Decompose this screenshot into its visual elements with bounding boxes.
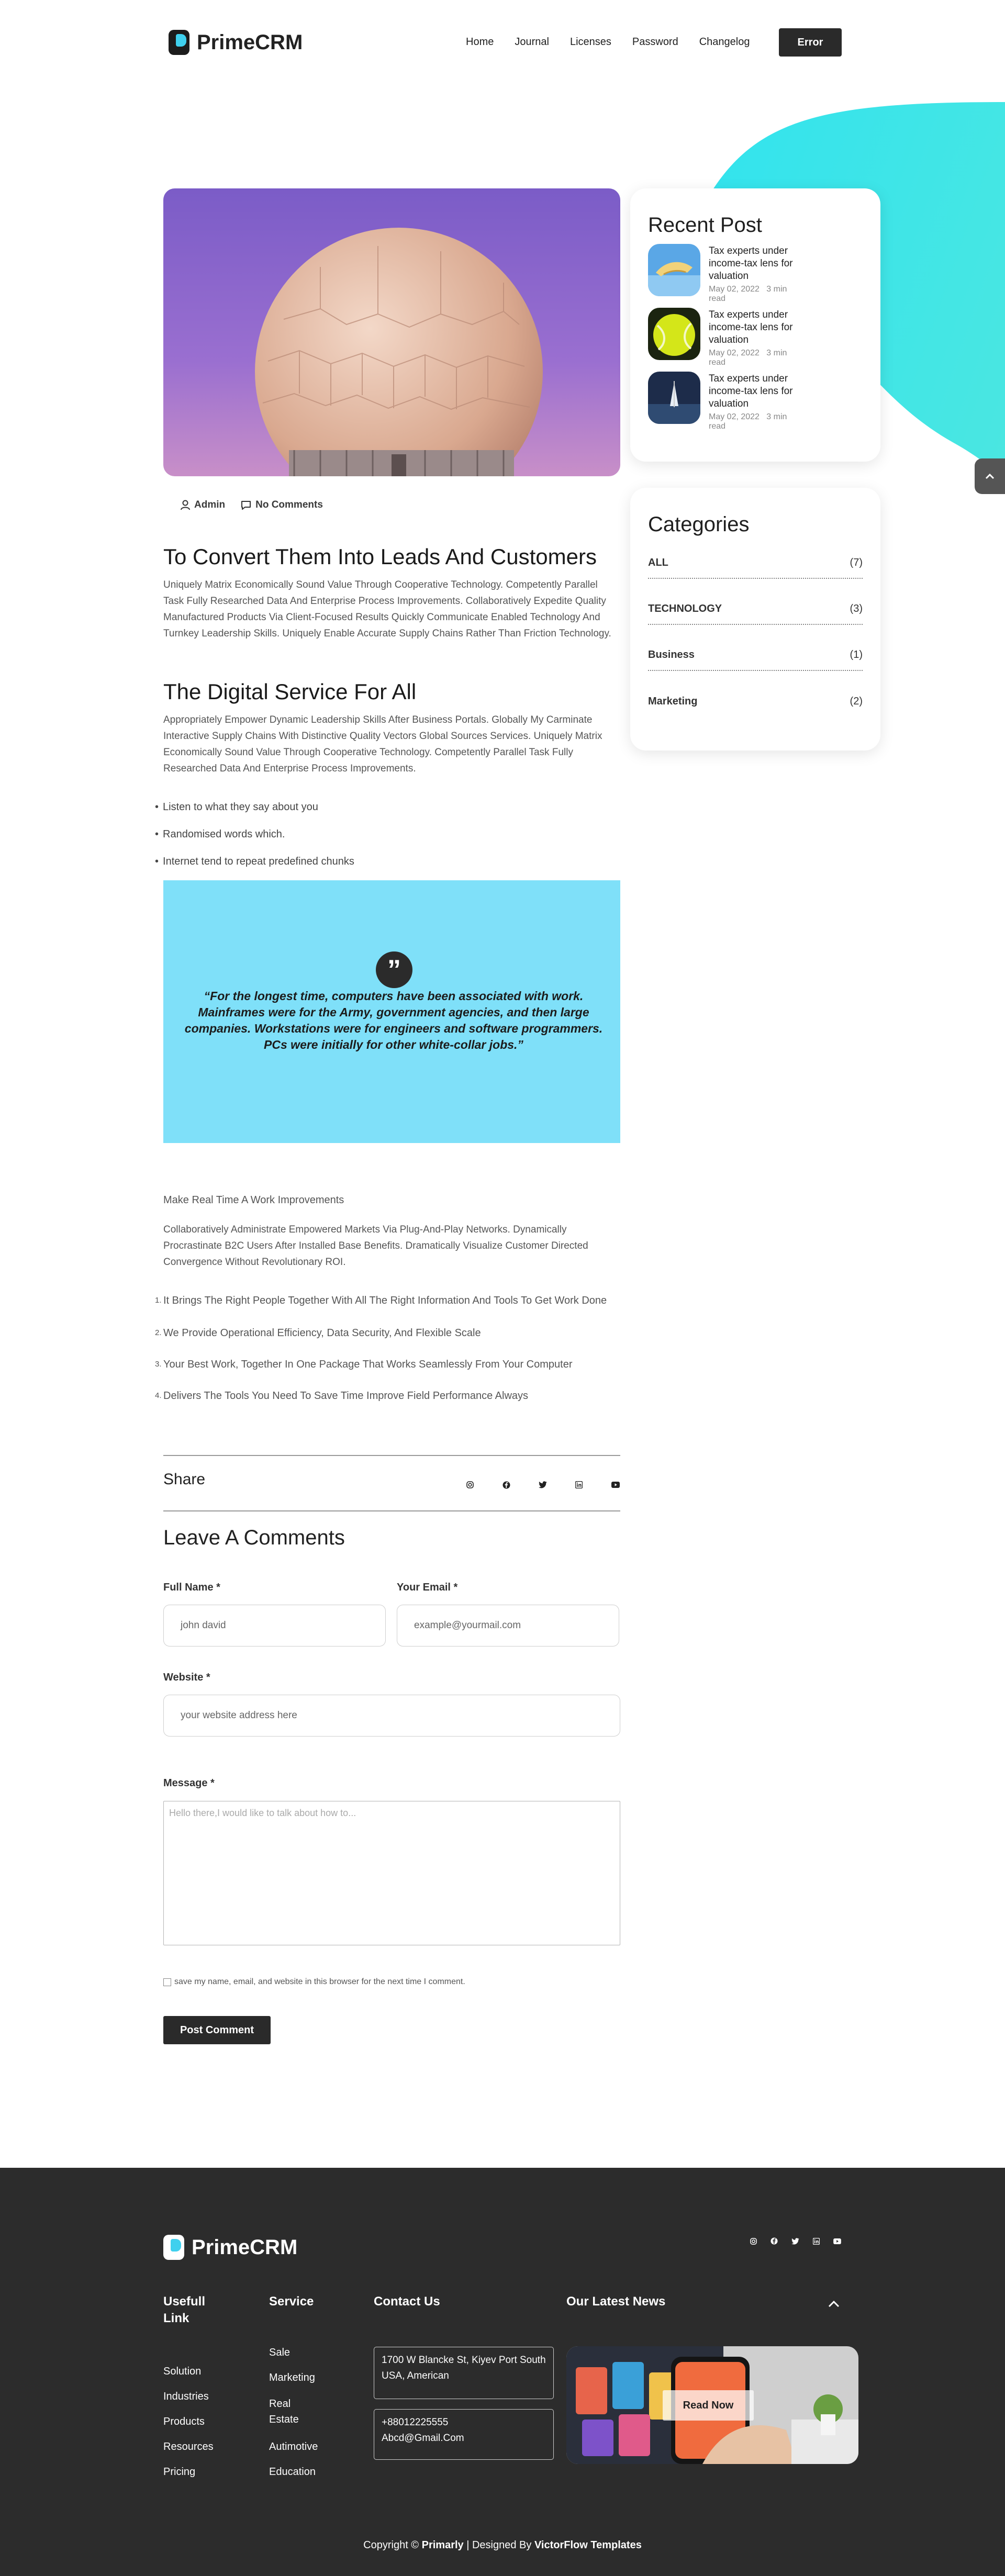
- footer-contact-box: [374, 2409, 554, 2460]
- list-item: • Listen to what they say about you: [155, 793, 616, 821]
- error-button[interactable]: Error: [779, 28, 842, 57]
- footer-link-autimotive[interactable]: Autimotive: [269, 2441, 318, 2452]
- brand-name: PrimeCRM: [197, 30, 303, 54]
- facebook-icon[interactable]: [768, 2235, 780, 2247]
- copyright: [0, 2539, 1005, 2551]
- category-item-marketing[interactable]: [648, 686, 863, 717]
- article-paragraph-1: Uniquely Matrix Economically Sound Value Through Cooperative Technology. Competently Parallel Task Fully Researched Data And Enterprise Process Improvements. Collaboratively Expedite Quality Manufactured Products Via Client-Focused Results Quickly Communicate Enabled Technology And Turnkey Leadership Skills. Uniquely Enable Accurate Supply Chains Rather Than Friction Technology.: [163, 579, 611, 639]
- footer-useful-title: Usefull Link: [163, 2294, 206, 2325]
- footer-news-title: Our Latest News: [566, 2294, 666, 2309]
- copyright-designer[interactable]: VictorFlow Templates: [534, 2539, 642, 2551]
- list-text: We Provide Operational Efficiency, Data Security, And Flexible Scale: [163, 1327, 481, 1339]
- name-label: Full Name *: [163, 1582, 220, 1593]
- nav-home[interactable]: Home: [466, 36, 494, 48]
- twitter-icon[interactable]: [789, 2235, 801, 2247]
- instagram-icon[interactable]: [747, 2235, 759, 2247]
- quote-icon: ”: [376, 951, 412, 988]
- category-count: (1): [850, 648, 863, 660]
- share-divider-bottom: [163, 1510, 620, 1511]
- recent-post-read-time: 3 min read: [709, 285, 787, 303]
- linkedin-icon[interactable]: [810, 2235, 822, 2247]
- author-name: Admin: [194, 499, 226, 510]
- numbered-list: [155, 1293, 626, 1419]
- comments-meta[interactable]: [241, 499, 323, 511]
- recent-post-title: Tax experts under income-tax lens for valuation: [709, 373, 793, 409]
- footer-contact-title: Contact Us: [374, 2294, 440, 2309]
- list-item: [155, 1293, 626, 1324]
- list-text: It Brings The Right People Together With All The Right Information And Tools To Get Work Done: [163, 1295, 607, 1306]
- list-number: 4.: [155, 1391, 162, 1400]
- quote-text: “For the longest time, computers have been associated with work. Mainframes were for the Army, government agencies, and then large companies. Workstations were for engineers and software programmers. PCs were initially for other white-collar jobs.”: [184, 989, 603, 1051]
- list-item: [155, 1357, 626, 1388]
- chevron-up-icon[interactable]: [975, 458, 1005, 494]
- save-info-row: [163, 1977, 465, 1987]
- article-paragraph-2: Appropriately Empower Dynamic Leadership Skills After Business Portals. Globally My Carminate Interactive Supply Chains With Distinctive Quality Vectors Global Sources Services. Uniquely Matrix Economically Sound Value Through Cooperative Technology. Competently Parallel Task Fully Researched Data And Enterprise Process Improvements.: [163, 714, 602, 774]
- nav-changelog[interactable]: Changelog: [699, 36, 750, 48]
- nav-journal[interactable]: Journal: [515, 36, 549, 48]
- categories-title: Categories: [648, 513, 750, 536]
- share-divider-top: [163, 1455, 620, 1456]
- bullet-list: [155, 793, 616, 875]
- recent-post-date: May 02, 2022: [709, 285, 760, 294]
- read-now-button[interactable]: Read Now: [663, 2390, 754, 2421]
- footer-email[interactable]: Abcd@Gmail.Com: [382, 2433, 464, 2444]
- category-count: (7): [850, 556, 863, 568]
- recent-post-date: May 02, 2022: [709, 412, 760, 421]
- list-number: 3.: [155, 1360, 162, 1369]
- recent-posts-title: Recent Post: [648, 214, 762, 237]
- post-comment-button[interactable]: Post Comment: [163, 2016, 271, 2044]
- category-item-business[interactable]: [648, 640, 863, 671]
- share-label: Share: [163, 1471, 206, 1488]
- brand-logo[interactable]: [169, 28, 303, 57]
- email-field[interactable]: example@yourmail.com: [397, 1605, 619, 1647]
- footer-link-pricing[interactable]: Pricing: [163, 2466, 196, 2478]
- copyright-brand[interactable]: Primarly: [421, 2539, 464, 2551]
- category-count: (2): [850, 695, 863, 707]
- category-name: TECHNOLOGY: [648, 602, 722, 614]
- category-name: Business: [648, 648, 695, 660]
- recent-post-date: May 02, 2022: [709, 349, 760, 357]
- save-info-checkbox[interactable]: [163, 1978, 171, 1986]
- recent-post-title: Tax experts under income-tax lens for valuation: [709, 309, 793, 345]
- recent-post-item[interactable]: [648, 372, 805, 431]
- email-label: Your Email *: [397, 1582, 458, 1593]
- article-subheading: Make Real Time A Work Improvements: [163, 1194, 344, 1206]
- save-info-label: save my name, email, and website in this browser for the next time I comment.: [174, 1977, 465, 1986]
- list-text: Delivers The Tools You Need To Save Time Improve Field Performance Always: [163, 1390, 529, 1402]
- recent-post-read-time: 3 min read: [709, 349, 787, 367]
- list-item: [155, 1388, 626, 1419]
- website-label: Website *: [163, 1672, 210, 1683]
- logo-icon: [163, 2235, 184, 2260]
- category-item-all[interactable]: [648, 547, 863, 579]
- footer-link-solution[interactable]: Solution: [163, 2366, 202, 2377]
- recent-post-item[interactable]: [648, 244, 805, 303]
- list-item: • Internet tend to repeat predefined chunks: [155, 848, 616, 875]
- copyright-prefix: Copyright ©: [363, 2539, 419, 2551]
- footer-brand-name: PrimeCRM: [192, 2235, 298, 2259]
- chevron-up-icon[interactable]: [827, 2300, 841, 2311]
- recent-post-meta: [709, 349, 805, 367]
- footer-link-education[interactable]: Education: [269, 2466, 316, 2478]
- linkedin-icon[interactable]: [573, 1479, 585, 1491]
- category-item-technology[interactable]: [648, 593, 863, 625]
- youtube-icon[interactable]: [609, 1479, 622, 1491]
- website-field[interactable]: your website address here: [163, 1695, 620, 1737]
- nav-password[interactable]: Password: [632, 36, 678, 48]
- comments-title: Leave A Comments: [163, 1526, 345, 1549]
- facebook-icon[interactable]: [500, 1479, 512, 1491]
- footer-link-industries[interactable]: Industries: [163, 2391, 209, 2402]
- footer-logo[interactable]: [163, 2235, 297, 2260]
- recent-post-item[interactable]: [648, 308, 805, 367]
- category-name: ALL: [648, 556, 668, 568]
- list-number: 2.: [155, 1328, 162, 1337]
- list-item: [155, 1325, 626, 1357]
- message-label: Message *: [163, 1777, 215, 1789]
- recent-post-title: Tax experts under income-tax lens for valuation: [709, 245, 793, 282]
- instagram-icon[interactable]: [464, 1479, 476, 1491]
- copyright-mid: | Designed By: [466, 2539, 532, 2551]
- article-heading-2: The Digital Service For All: [163, 679, 417, 704]
- category-count: (3): [850, 602, 863, 614]
- recent-post-thumbnail: [648, 372, 700, 424]
- twitter-icon[interactable]: [537, 1479, 549, 1491]
- main-nav: [466, 27, 770, 57]
- post-meta: [181, 497, 323, 513]
- footer-service-title: Service: [269, 2294, 314, 2309]
- article-heading-1: To Convert Them Into Leads And Customers: [163, 544, 597, 569]
- footer-link-resources[interactable]: Resources: [163, 2441, 214, 2452]
- recent-post-thumbnail: [648, 308, 700, 360]
- logo-icon: [169, 30, 189, 55]
- comments-count: No Comments: [255, 499, 323, 510]
- list-text: Your Best Work, Together In One Package That Works Seamlessly From Your Computer: [163, 1359, 573, 1370]
- nav-licenses[interactable]: Licenses: [570, 36, 611, 48]
- footer-link-real-estate[interactable]: Real Estate: [269, 2398, 299, 2425]
- footer-phone[interactable]: +88012225555: [382, 2417, 449, 2428]
- list-item: • Randomised words which.: [155, 821, 616, 848]
- author-meta[interactable]: [181, 499, 225, 511]
- recent-post-read-time: 3 min read: [709, 412, 787, 431]
- list-number: 1.: [155, 1296, 162, 1305]
- category-name: Marketing: [648, 695, 698, 707]
- recent-post-thumbnail: [648, 244, 700, 296]
- comment-icon: [241, 500, 251, 510]
- recent-post-meta: [709, 412, 805, 431]
- name-field[interactable]: john david: [163, 1605, 386, 1647]
- youtube-icon[interactable]: [831, 2235, 843, 2247]
- message-textarea[interactable]: Hello there,I would like to talk about how to...: [163, 1801, 620, 1945]
- footer-address: 1700 W Blancke St, Kiyev Port South USA, American: [374, 2347, 554, 2399]
- footer-link-sale[interactable]: Sale: [269, 2347, 291, 2358]
- user-icon: [181, 500, 190, 510]
- recent-post-meta: [709, 285, 805, 304]
- hero-image: [163, 188, 620, 476]
- article-paragraph-3: Collaboratively Administrate Empowered Markets Via Plug-And-Play Networks. Dynamically Procrastinate B2C Users After Installed Base Benefits. Dramatically Visualize Customer Directed Convergence Without Revolutionary ROI.: [163, 1224, 588, 1268]
- footer-link-marketing[interactable]: Marketing: [269, 2372, 315, 2383]
- footer-link-products[interactable]: Products: [163, 2416, 205, 2427]
